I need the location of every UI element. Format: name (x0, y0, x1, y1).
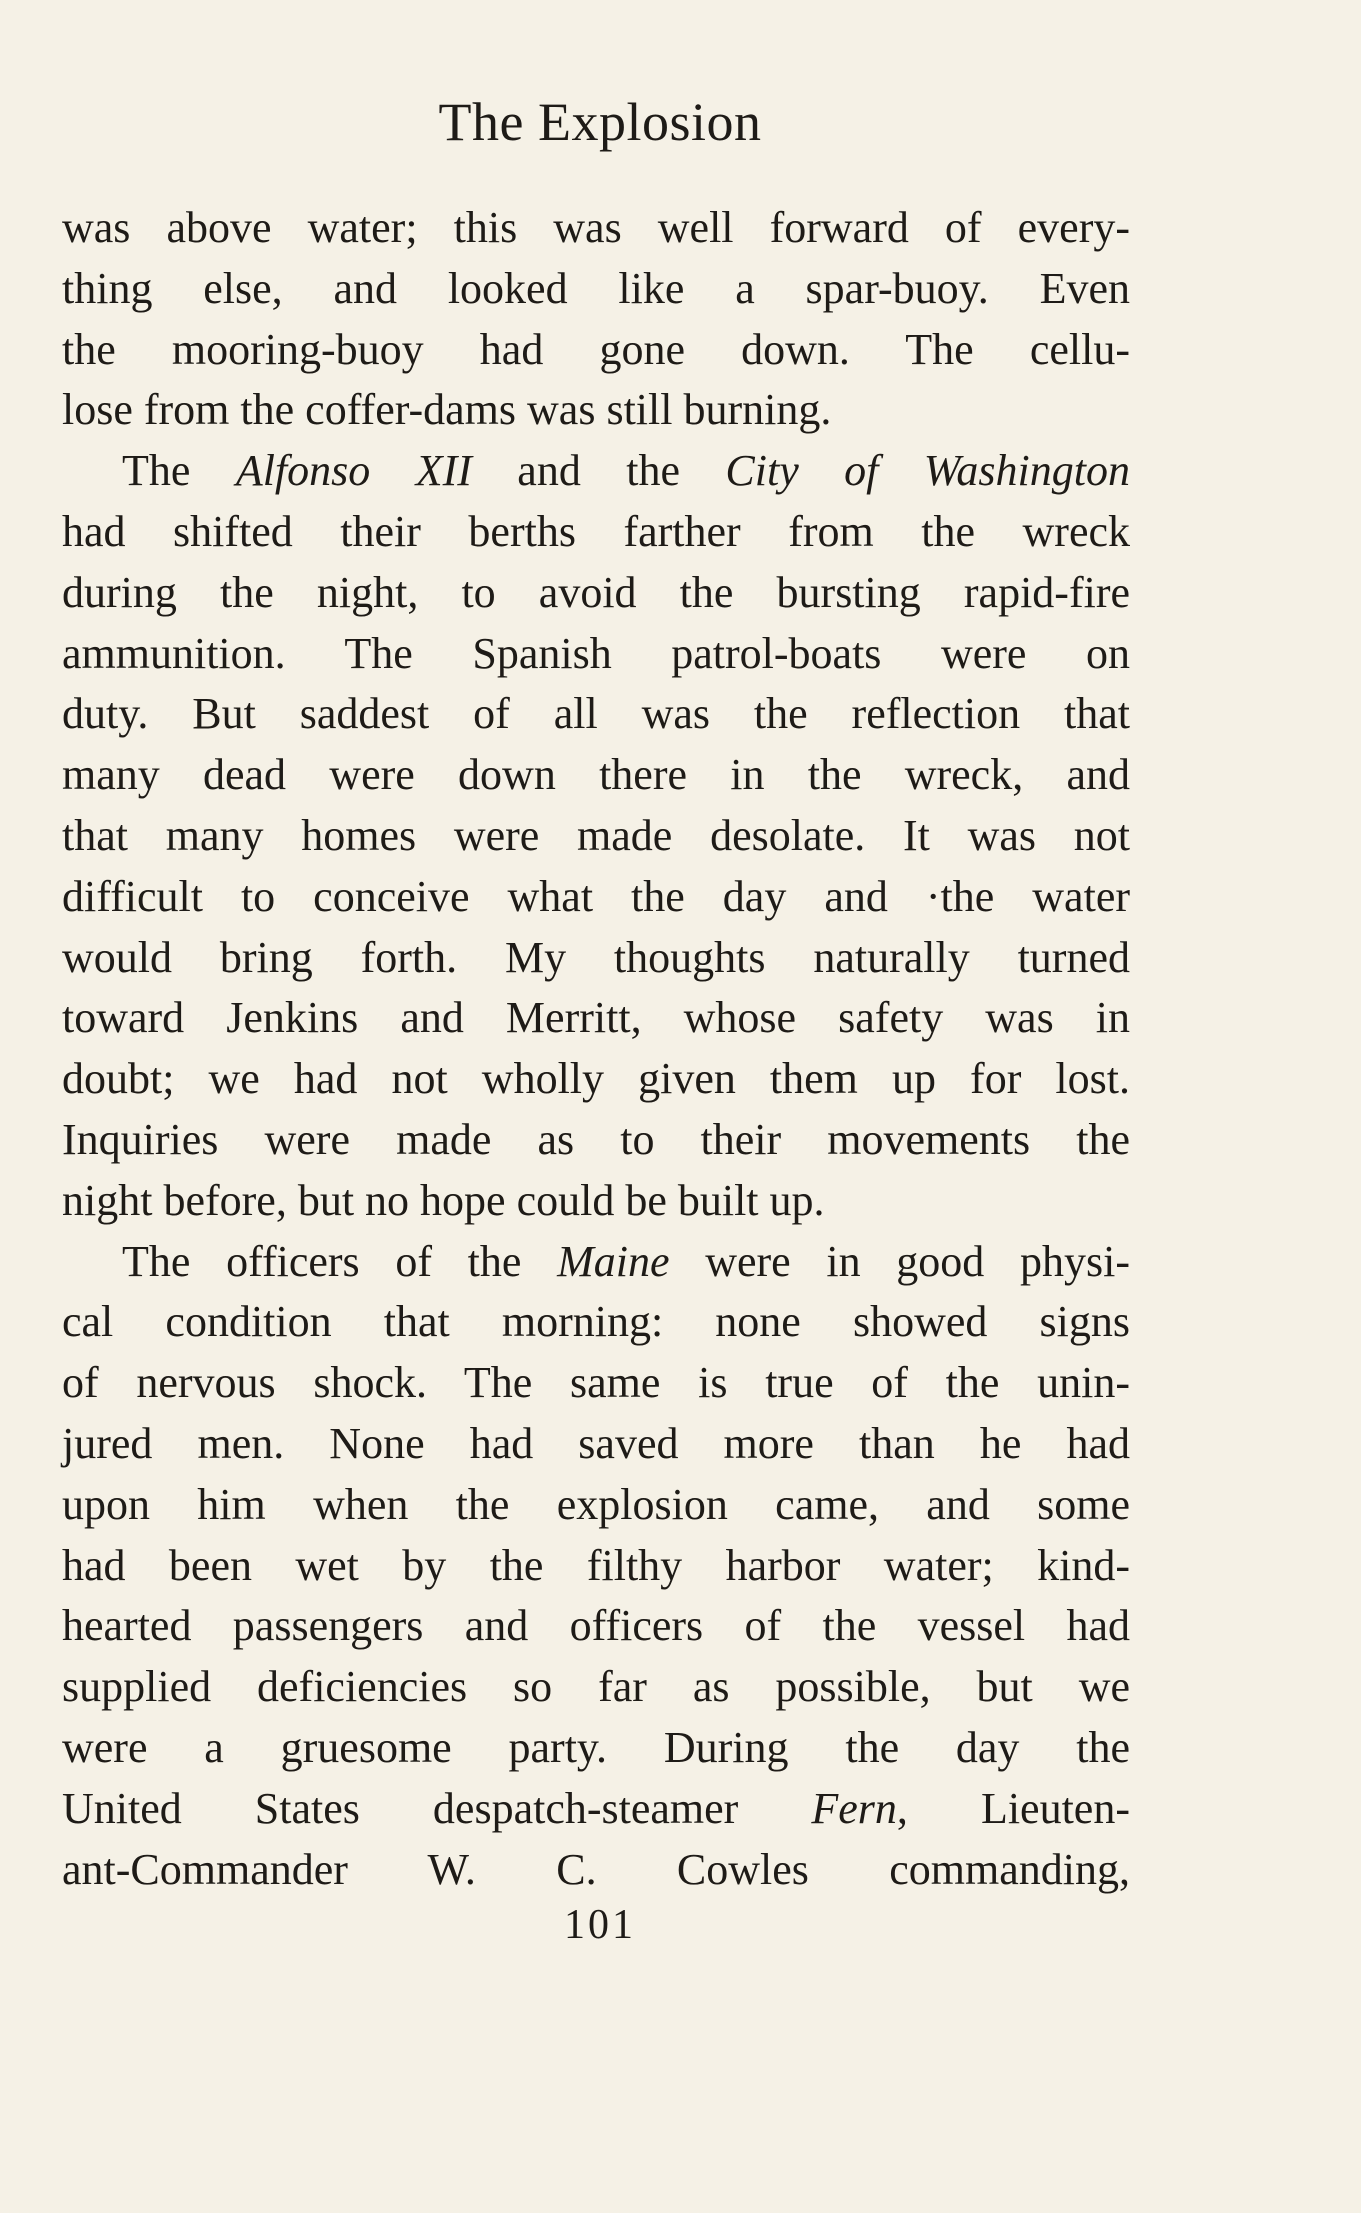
text-line: Inquiries were made as to their movements the (62, 1114, 1130, 1164)
text-line: doubt; we had not wholly given them up for lost. (62, 1054, 1130, 1104)
text-line: difficult to conceive what the day and ·the water (62, 871, 1130, 921)
text-line: supplied deficiencies so far as possible, but we (62, 1662, 1130, 1712)
text-line: thing else, and looked like a spar-buoy. Even (62, 263, 1130, 313)
text-line: night before, but no hope could be built up. (62, 1175, 825, 1225)
text-line: had been wet by the filthy harbor water; kind- (62, 1540, 1130, 1590)
text-line: upon him when the explosion came, and some (62, 1479, 1130, 1529)
text-line: hearted passengers and officers of the vessel had (62, 1601, 1130, 1651)
text-line: the mooring-buoy had gone down. The cellu- (62, 324, 1130, 374)
ship-name: City of Washington (725, 446, 1130, 496)
page-number: 101 (564, 1902, 636, 1948)
text-line: during the night, to avoid the bursting rapid-fire (62, 567, 1130, 617)
ship-name: Fern (811, 1783, 897, 1833)
text-line: many dead were down there in the wreck, and (62, 750, 1130, 800)
text-line: had shifted their berths farther from the wreck (62, 506, 1130, 556)
text-line: that many homes were made desolate. It was not (62, 810, 1130, 860)
text-line: were a gruesome party. During the day the (62, 1722, 1130, 1772)
text-line: ant-Commander W. C. Cowles commanding, (62, 1844, 1130, 1894)
text-line: would bring forth. My thoughts naturally turned (62, 932, 1130, 982)
text-line: ammunition. The Spanish patrol-boats were on (62, 628, 1130, 678)
running-title: The Explosion (438, 92, 762, 152)
text-line: The officers of the Maine were in good physi- (122, 1236, 1130, 1286)
text-line: toward Jenkins and Merritt, whose safety was in (62, 993, 1130, 1043)
text-line: The Alfonso XII and the City of Washington (122, 446, 1130, 496)
text-line: duty. But saddest of all was the reflection that (62, 689, 1130, 739)
text-line: of nervous shock. The same is true of the unin- (62, 1358, 1130, 1408)
text-line: lose from the coffer-dams was still burning. (62, 385, 832, 435)
text-line: United States despatch-steamer Fern, Lieuten- (62, 1783, 1130, 1833)
ship-name: Alfonso XII (235, 446, 472, 496)
text-line: jured men. None had saved more than he had (62, 1418, 1130, 1468)
body-text (62, 198, 1130, 1900)
text-line: was above water; this was well forward of every- (62, 203, 1130, 252)
text-line: cal condition that morning: none showed signs (62, 1297, 1130, 1347)
ship-name: Maine (557, 1236, 670, 1286)
